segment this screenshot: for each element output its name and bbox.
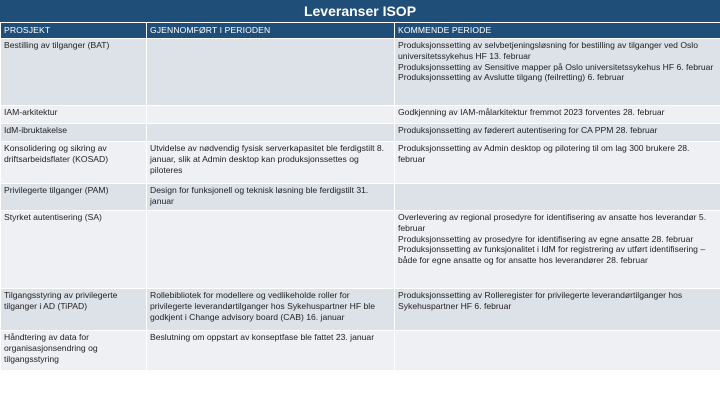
table-row <box>1 289 720 331</box>
next-item: Produksjonssetting av Rolleregister for privilegerte leverandørtilganger hos Sykehuspartner HF 6. februar <box>398 290 683 311</box>
next-cell <box>395 124 720 142</box>
table-row <box>1 106 720 124</box>
next-item: Produksjonssetting av Avslutte tilgang (feilretting) 6. februar <box>398 72 625 83</box>
next-item: Produksjonssetting av føderert autentisering for CA PPM 28. februar <box>398 125 658 135</box>
done-cell <box>147 124 395 142</box>
slide-title: Leveranser ISOP <box>0 0 720 22</box>
done-cell <box>147 39 395 106</box>
done-cell <box>147 211 395 289</box>
table-row <box>1 184 720 211</box>
next-cell <box>395 331 720 371</box>
next-item: Produksjonssetting av funksjonalitet i IdM for registrering av utført identifisering – både for egne ansatte og for ansatte hos leverandører 28. februar <box>398 244 706 266</box>
next-cell <box>395 289 720 331</box>
done-cell: Utvidelse av nødvendig fysisk serverkapasitet ble ferdigstilt 8. januar, slik at Admin desktop kan produksjonssettes og piloteres <box>147 142 395 184</box>
project-cell: IAM-arkitektur <box>1 106 147 124</box>
next-item: Produksjonssetting av Admin desktop og pilotering til om lag 300 brukere 28. februar <box>398 143 690 164</box>
next-cell <box>395 211 720 289</box>
done-cell: Beslutning om oppstart av konseptfase ble fattet 23. januar <box>147 331 395 371</box>
next-cell <box>395 39 720 106</box>
header-done: GJENNOMFØRT I PERIODEN <box>147 23 395 39</box>
project-cell: IdM-ibruktakelse <box>1 124 147 142</box>
project-cell: Tilgangsstyring av privilegerte tilganger i AD (TiPAD) <box>1 289 147 331</box>
next-item: Produksjonssetting av Sensitive mapper på Oslo universitetssykehus HF 6. februar <box>398 61 714 72</box>
next-item: Produksjonssetting av prosedyre for identifisering av egne ansatte 28. februar <box>398 233 694 244</box>
done-cell: Design for funksjonell og teknisk løsning ble ferdigstilt 31. januar <box>147 184 395 211</box>
project-cell: Styrket autentisering (SA) <box>1 211 147 289</box>
next-cell <box>395 106 720 124</box>
table-row <box>1 124 720 142</box>
project-cell: Konsolidering og sikring av driftsarbeidsflater (KOSAD) <box>1 142 147 184</box>
next-item: Produksjonssetting av selvbetjeningsløsning for bestilling av tilganger ved Oslo universitetssykehus HF 13. februar <box>398 40 698 61</box>
table-row <box>1 331 720 371</box>
project-cell: Privilegerte tilganger (PAM) <box>1 184 147 211</box>
next-item: Overlevering av regional prosedyre for identifisering av ansatte hos leverandør 5. februar <box>398 212 707 233</box>
project-cell: Bestilling av tilganger (BAT) <box>1 39 147 106</box>
deliveries-table <box>0 22 720 371</box>
header-project: PROSJEKT <box>1 23 147 39</box>
table-row <box>1 39 720 106</box>
table-header-row <box>1 23 720 39</box>
project-cell: Håndtering av data for organisasjonsendring og tilgangsstyring <box>1 331 147 371</box>
done-cell <box>147 106 395 124</box>
next-cell <box>395 184 720 211</box>
next-item: Godkjenning av IAM-målarkitektur fremmot 2023 forventes 28. februar <box>398 107 665 117</box>
next-cell <box>395 142 720 184</box>
header-next: KOMMENDE PERIODE <box>395 23 720 39</box>
table-row <box>1 142 720 184</box>
done-cell: Rollebibliotek for modellere og vedlikeholde roller for privilegerte leverandørtilganger hos Sykehuspartner HF ble godkjent i Change advisory board (CAB) 16. januar <box>147 289 395 331</box>
table-row <box>1 211 720 289</box>
